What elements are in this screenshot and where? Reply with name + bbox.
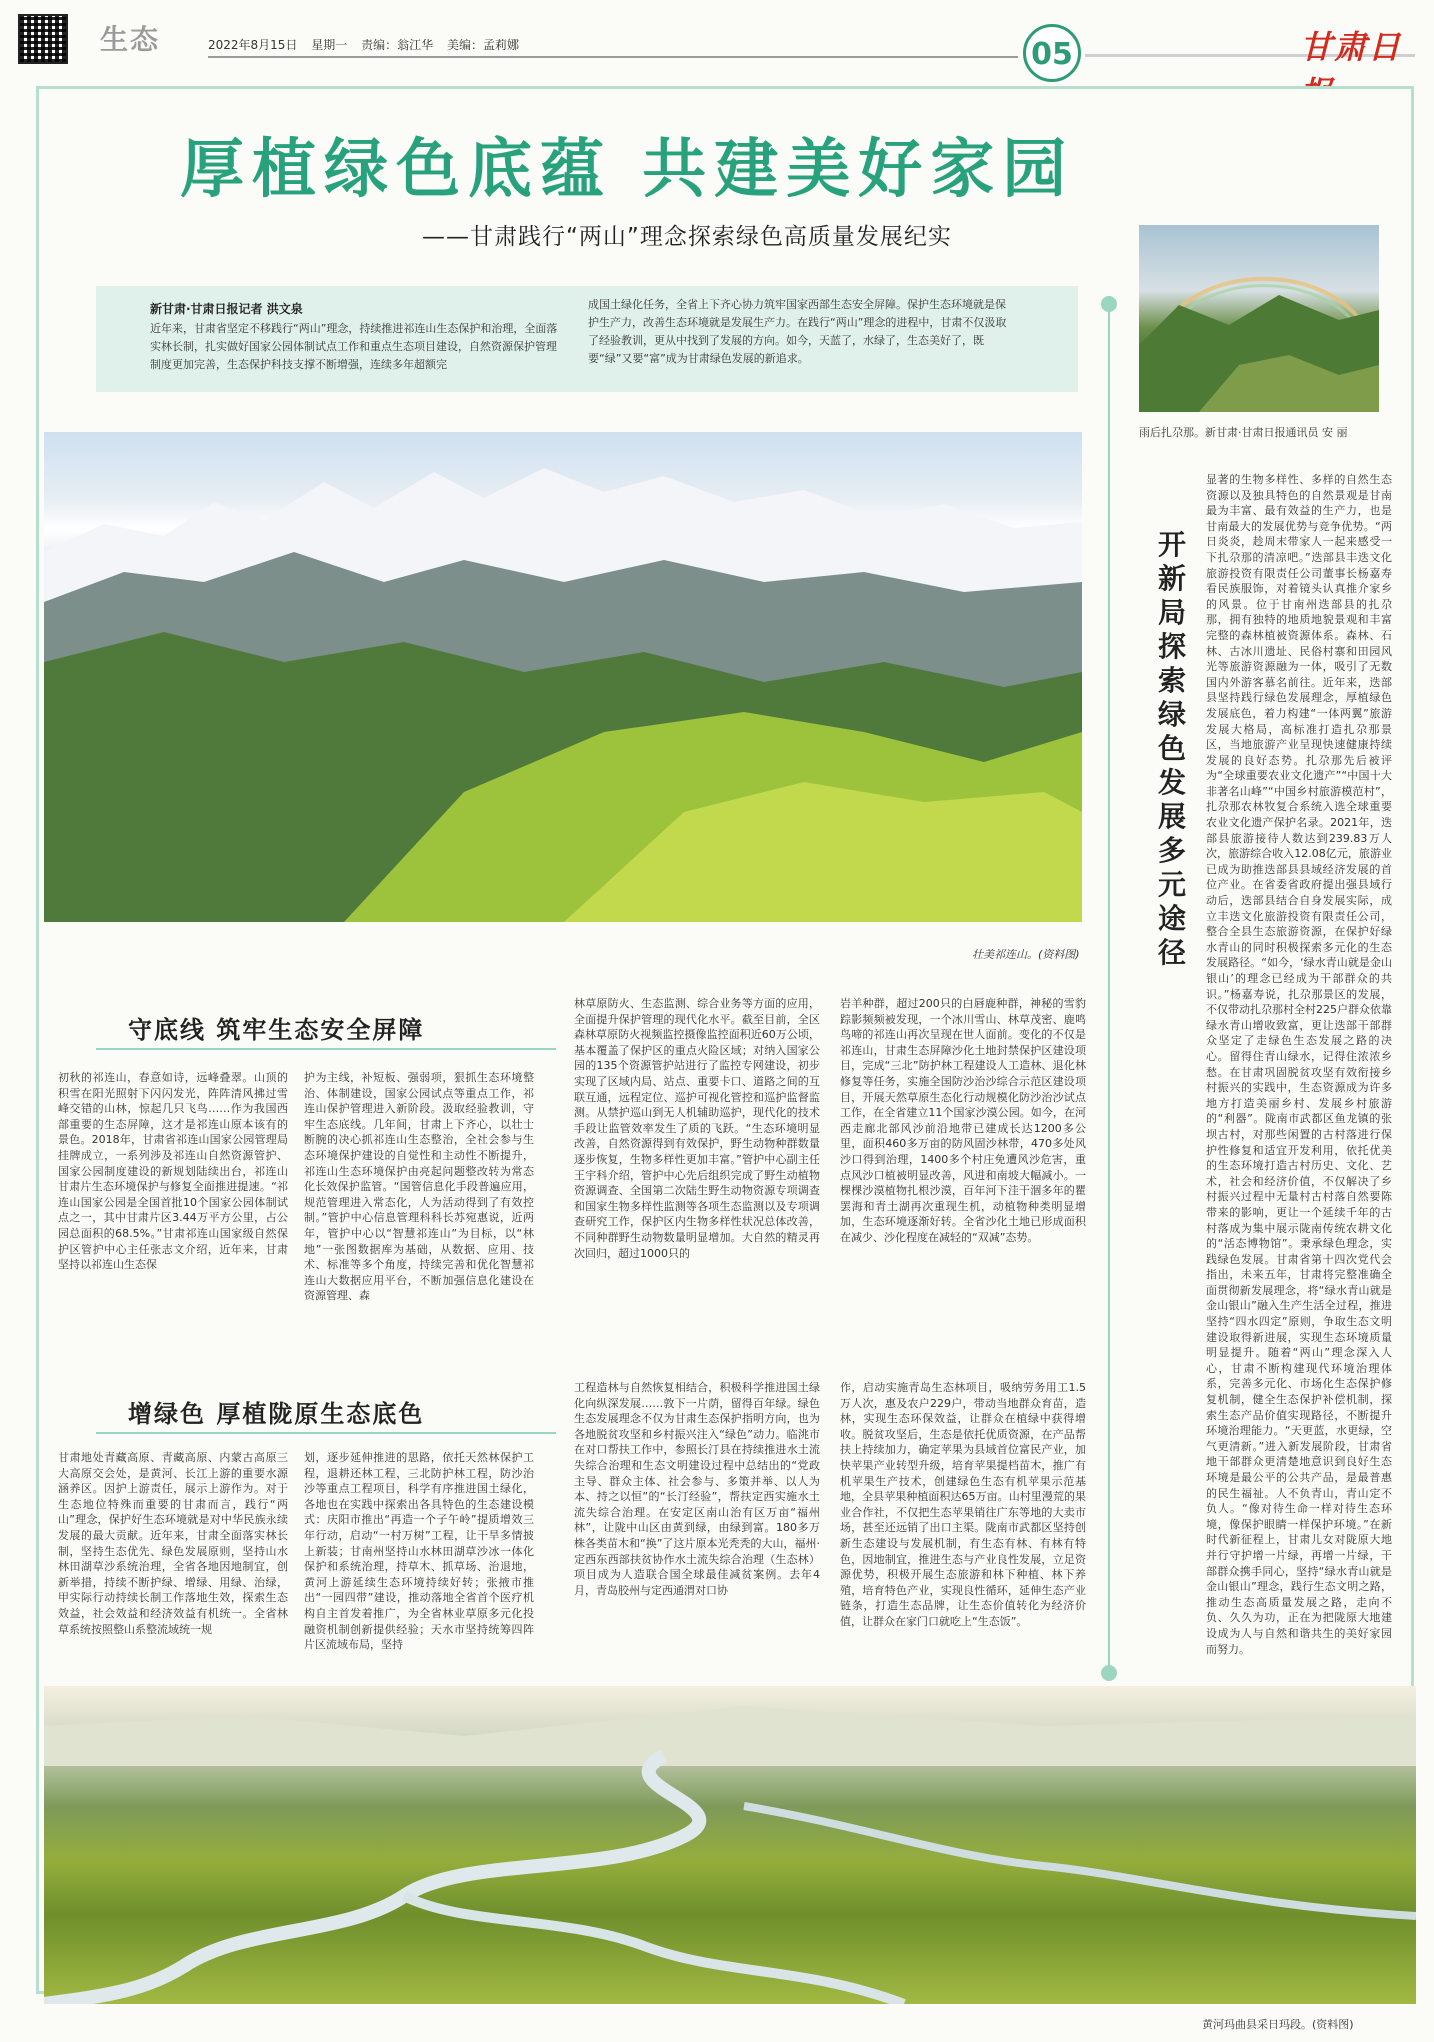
page-editor: 责编：翁江华 (361, 38, 434, 52)
section1-col1: 初秋的祁连山，春意如诗，远峰叠翠。山顶的积雪在阳光照射下闪闪发光，阵阵清风拂过雪峰交错的山林，惊起几只飞鸟……作为我国西部重要的生态屏障，这才是祁连山原本该有的景色。2018年，甘肃省祁连山国家公园管理局挂牌成立，一系列涉及祁连山自然资源管护、国家公园制度建设的新规划陆续出台，祁连山甘肃片生态环境保护与修复全面推进提速。“祁连山国家公园是全国首批10个国家公园体制试点之一，其中甘肃片区3.44万平方公里，占公园总面积的68.5%。”甘肃祁连山国家级自然保护区管护中心主任张志文介绍，近年来，甘肃坚持以祁连山生态保 (58, 1071, 288, 1272)
byline: 新甘肃·甘肃日报记者 洪文泉 (150, 302, 303, 316)
newspaper-logo: 甘肃日 (1300, 28, 1403, 66)
section2-col3: 工程造林与自然恢复相结合，积极科学推进国土绿化向纵深发展……敦下一片荫，留得百年绿。绿色生态发展理念不仅为甘肃生态保护指明方向，也为各地脱贫攻坚和乡村振兴注入“绿色”动力。临洮市在对口帮扶工作中，参照长汀县在持续推进水土流失综合治理和生态文明建设过程中总结出的“党政主导、群众主体、社会参与、多策并举、以人为本、持之以恒”的“长汀经验”，帮扶定西实施水土流失综合治理。在安定区南山治有区万亩“福州林”，让陇中山区由黄到绿，由绿到富。180多万株各类苗木和“换”了这片原本光秃秃的大山，福州·定西东西部扶贫协作水土流失综合治理（生态林）项目成为人造联合国全球最佳减贫案例。去年4月，青岛胶州与定西通渭对口协 (574, 1381, 820, 1597)
section2-col1: 甘肃地处青藏高原、青藏高原、内蒙古高原三大高原交会处，是黄河、长江上游的重要水源涵养区。因护上游责任，展示上游作为。对于生态地位特殊而重要的甘肃而言，践行“两山”理念，保护好生态环境就是对中华民族永续发展的最大贡献。近年来，甘肃全面落实林长制，坚持生态优先、绿色发展原则，坚持山水林田湖草沙系统治理，全省各地因地制宜，创新举措，持续不断护绿、增绿、用绿、治绿，甲实际行动持续长制工作落地生效，探索生态效益，社会效益和经济效益有机统一。全省林草系统按照整山系整流域统一规 (58, 1451, 288, 1636)
river-illustration (44, 1686, 1416, 2004)
timeline-dot (1101, 1665, 1117, 1681)
mountain-illustration (44, 432, 1082, 922)
page-date: 2022年8月15日 (208, 38, 298, 52)
qr-code-icon[interactable] (18, 14, 68, 64)
section1-col3: 林草原防火、生态监测、综合业务等方面的应用，全面提升保护管理的现代化水平。截至目前，全区森林草原防火视频监控摄像监控面积近60万公顷，基本覆盖了保护区的重点火险区域；对纳入国家公园的135个资源管护站进行了监控专网建设，初步实现了区域内局、站点、重要卡口、道路之间的互联互通，远程定位、巡护可视化管控和巡护监督监测。从禁护巡山到无人机辅助巡护，现代化的技术手段让监管效率发生了质的飞跃。“生态环境明显改善，自然资源得到有效保护，野生动物种群数量逐步恢复，生物多样性更加丰富。”管护中心副主任王宇科介绍，管护中心先后组织完成了野生动植物资源调查、全国第二次陆生野生动物资源专项调查和国家生物多样性监测等各项生态监测以及专项调查研究工作，保护区内生物多样性状况总体改善，不同种群野生动物数量明显增加。大自然的精灵再次回归，超过1000只的 (574, 997, 820, 1260)
section-name: 生态 (100, 23, 161, 56)
intro-text-right: 成国土绿化任务，全省上下齐心协力筑牢国家西部生态安全屏障。保护生态环境就是保护生产力，改善生态环境就是发展生产力。在践行“两山”理念的进程中，甘肃不仅汲取了经验教训，更从中找到了发展的方向。如今，天蓝了，水绿了，生态美好了，既要“绿”又要“富”成为甘肃绿色发展的新追求。 (588, 298, 1007, 365)
timeline-line (1108, 296, 1110, 1666)
subheadline: ——甘肃践行“两山”理念探索绿色高质量发展纪实 (422, 224, 952, 250)
section2-title: 增绿色 厚植陇原生态底色 (128, 1400, 425, 1428)
section2-col4: 作，启动实施青岛生态林项目，吸纳劳务用工1.5万人次，惠及农户229户，带动当地群众育苗，造林，实现生态环保效益，让群众在植绿中获得增收。脱贫攻坚后，生态是依托优质资源，在产品帮扶上持续加力，确定苹果为县域首位富民产业，加快苹果产业转型升级，培育苹果提档苗木，推广有机苹果生产技术，创建绿色生态有机苹果示范基地，全县苹果种植面积达65万亩。山村里漫荒的果业合作社，不仅把生态苹果销往广东等地的大卖市场，甚至还远销了出口主渠。陇南市武都区坚持创新生态建设与发展机制，有生态有林、有林有特色，因地制宜，推进生态与产业良性发展，立足资源优势，积极开展生态旅游和林下种植、林下养殖，培育特色产业，实现良性循环，延伸生态产业链条，打造生态品牌，让生态价值转化为经济价值，让群众在家门口就吃上“生态饭”。 (840, 1381, 1086, 1628)
headline: 厚植绿色底蕴 共建美好家园 (180, 132, 1075, 207)
section2-col2: 划，逐步延伸推进的思路，依托天然林保护工程，退耕还林工程，三北防护林工程，防沙治沙等重点工程项目，科学有序推进国土绿化，各地也在实践中探索出各具特色的生态建设模式：庆阳市推出“再造一个子午岭”提质增效三年行动，启动“一村万树”工程，让干旱多情披上新装；甘南州坚持山水林田湖草沙冰一体化保护和系统治理，持草木、抓草场、治退地，黄河上游延续生态环境持续好转；张掖市推出“一园四带”建设，推动落地全省首个医疗机构自主首发着推广，为全省林业草原多元化投融资机制创新提供经验；天水市坚持统筹四阵片区流域布局，坚持 (304, 1451, 534, 1652)
rainbow-illustration (1139, 225, 1379, 412)
section1-col2: 护为主线，补短板、强弱项，狠抓生态环境整治、体制建设，国家公园试点等重点工作，祁连山保护管理进入新阶段。汲取经验教训，守牢生态底线。几年间，甘肃上下齐心，以壮士断腕的决心抓祁连山生态整治，全社会参与生态环境保护建设的自觉性和主动性不断提升，祁连山生态环境保护由亮起问题整改转为常态化长效保护监管。“国管信息化手段普遍应用，规范管理进入常态化，人为活动得到了有效控制。”管护中心信息管理科科长苏宛惠说，近两年，管护中心以“智慧祁连山”为目标，以“林地”一张图数据库为基础，从数据、应用、技术、标准等多个角度，持续完善和优化智慧祁连山大数据应用平台，不断加强信息化建设在资源管理、森 (304, 1071, 534, 1303)
qilian-mountains-photo (44, 432, 1082, 922)
page-designer: 美编：孟莉娜 (446, 38, 519, 52)
section1-rule (96, 1048, 556, 1050)
intro-text-left: 近年来，甘肃省坚定不移践行“两山”理念，持续推进祁连山生态保护和治理，全面落实林长制，扎实做好国家公园体制试点工作和重点生态项目建设，自然资源保护管理制度更加完善，生态保护科技支撑不断增强，连续多年超额完 (150, 322, 558, 371)
section1-col4: 岩羊种群，超过200只的白唇鹿种群，神秘的雪豹踪影频频被发现，一个冰川雪山、林草茂密、鹿鸣鸟啼的祁连山再次呈现在世人面前。变化的不仅是祁连山，甘肃生态屏障沙化土地封禁保护区建设项目，完成“三北”防护林工程建设人工造林、退化林修复等任务，实施全国防沙治沙综合示范区建设项目，开展天然草原生态化行动规模化防沙治沙试点工作，在全省建立11个国家沙漠公园。如今，在河西走廊北部风沙前沿地带已建成长达1200多公里，面积460多万亩的防风固沙林带，470多处风沙口得到治理，1400多个村庄免遭风沙危害，重点风沙口植被明显改善，风进和南坡大幅减小。一棵棵沙漠植物扎根沙漠，百年河下洼干涸多年的瞿罢海和青土湖再次重现生机，动植物种类明显增加，生态环境逐渐好转。全省沙化土地已形成面积在减少、沙化程度在减轻的“双减”态势。 (840, 997, 1086, 1244)
side-heading: 开新局 探索绿色发展多元途径 (1157, 528, 1186, 969)
section1-title: 守底线 筑牢生态安全屏障 (128, 1016, 425, 1044)
caption-river: 黄河玛曲县采日玛段。(资料图) (1202, 2018, 1354, 2031)
yellow-river-photo (44, 1686, 1416, 2004)
zhagana-rainbow-photo (1139, 225, 1379, 412)
caption-rainbow: 雨后扎尕那。新甘肃·甘肃日报通讯员 安 丽 (1139, 426, 1348, 439)
caption-mountains: 壮美祁连山。(资料图) (972, 948, 1080, 961)
timeline-dot (1101, 296, 1117, 312)
masthead-divider (208, 56, 1018, 58)
section2-rule (96, 1432, 556, 1434)
page-meta (208, 36, 529, 53)
page-weekday: 星期一 (311, 38, 348, 52)
page-number-badge: 05 (1023, 24, 1081, 82)
masthead (0, 0, 1434, 80)
side-text: 显著的生物多样性、多样的自然生态资源以及独具特色的自然景观是甘南最为丰富、最有效益的生产力，也是甘南最大的发展优势与竞争优势。“两日炎炎，趁周末带家人一起来感受一下扎尕那的清凉吧。”迭部县丰迭文化旅游投资有限责任公司董事长杨嘉寿看民族服饰，对着镜头认真推介家乡的风景。位于甘南州迭部县的扎尕那，拥有独特的地质地貌景观和丰富完整的森林植被资源体系。森林、石林、古冰川遗址、民俗村寨和田园风光等旅游资源融为一体，吸引了无数国内外游客慕名前往。近年来，迭部县坚持践行绿色发展理念，厚植绿色发展底色，着力构建“一体两翼”旅游发展大格局，高标准打造扎尕那景区，当地旅游产业呈现快速健康持续发展的良好态势。扎尕那先后被评为“全球重要农业文化遗产”“中国十大非著名山峰”“中国乡村旅游模范村”，扎尕那农林牧复合系统入选全球重要农业文化遗产保护名录。2021年，迭部县旅游接待人数达到239.83万人次，旅游综合收入12.08亿元，旅游业已成为助推迭部县县域经济发展的首位产业。在省委省政府提出强县域行动后，迭部县结合自身发展实际，成立丰迭文化旅游投资有限责任公司，整合全县生态旅游资源，在保护好绿水青山的同时积极探索多元化的生态发展路径。“如今，‘绿水青山就是金山银山’的理念已经成为干部群众的共识。”杨嘉寿说，扎尕那景区的发展，不仅带动扎尕那村全村225户群众依靠绿水青山增收致富，更让迭部干部群众坚定了走绿色生态发展之路的决心。留得住青山绿水，记得住浓浓乡愁。在甘肃巩固脱贫攻坚有效衔接乡村振兴的实践中，生态资源成为许多地方打造美丽乡村、发展乡村旅游的“利器”。陇南市武都区鱼龙镇的张坝古村，对那些闲置的古村落进行保护性修复和适宜开发利用，依托优美的生态环境打造古村历史、文化、艺术，社会和经济价值，不仅解决了乡村振兴过程中无量村古村落自然要陈带来的影响，更让一个延续千年的古村落成为集中展示陇南传统农耕文化的“活态博物馆”。秉承绿色理念，实践绿色发展。甘肃省第十四次党代会指出，未来五年，甘肃将完整准确全面贯彻新发展理念，将“绿水青山就是金山银山”融入生产生活全过程，推进坚持“四水四定”原则，争取生态文明建设取得新进展，实现生态环境质量明显提升。随着“两山”理念深入人心，甘肃不断构建现代环境治理体系，完善多元化、市场化生态保护修复机制，健全生态保护补偿机制，探索生态产品价值实现路径，不断提升环境治理能力。“天更蓝，水更绿，空气更清新。”进入新发展阶段，甘肃省地干部群众更清楚地意识到良好生态环境是最公平的公共产品，是最普惠的民生福祉。人不负青山，青山定不负人。“像对待生命一样对待生态环境，像保护眼睛一样保护环境。”在新时代新征程上，甘肃儿女对陇原大地并行守护增一片绿，再增一片绿，干部群众携手同心，坚持“绿水青山就是金山银山”理念，践行生态文明之路，推动生态高质量发展之路，走向不负、久久为功，正在为把陇原大地建设成为人与自然和谐共生的美好家园而努力。 (1206, 473, 1392, 1656)
